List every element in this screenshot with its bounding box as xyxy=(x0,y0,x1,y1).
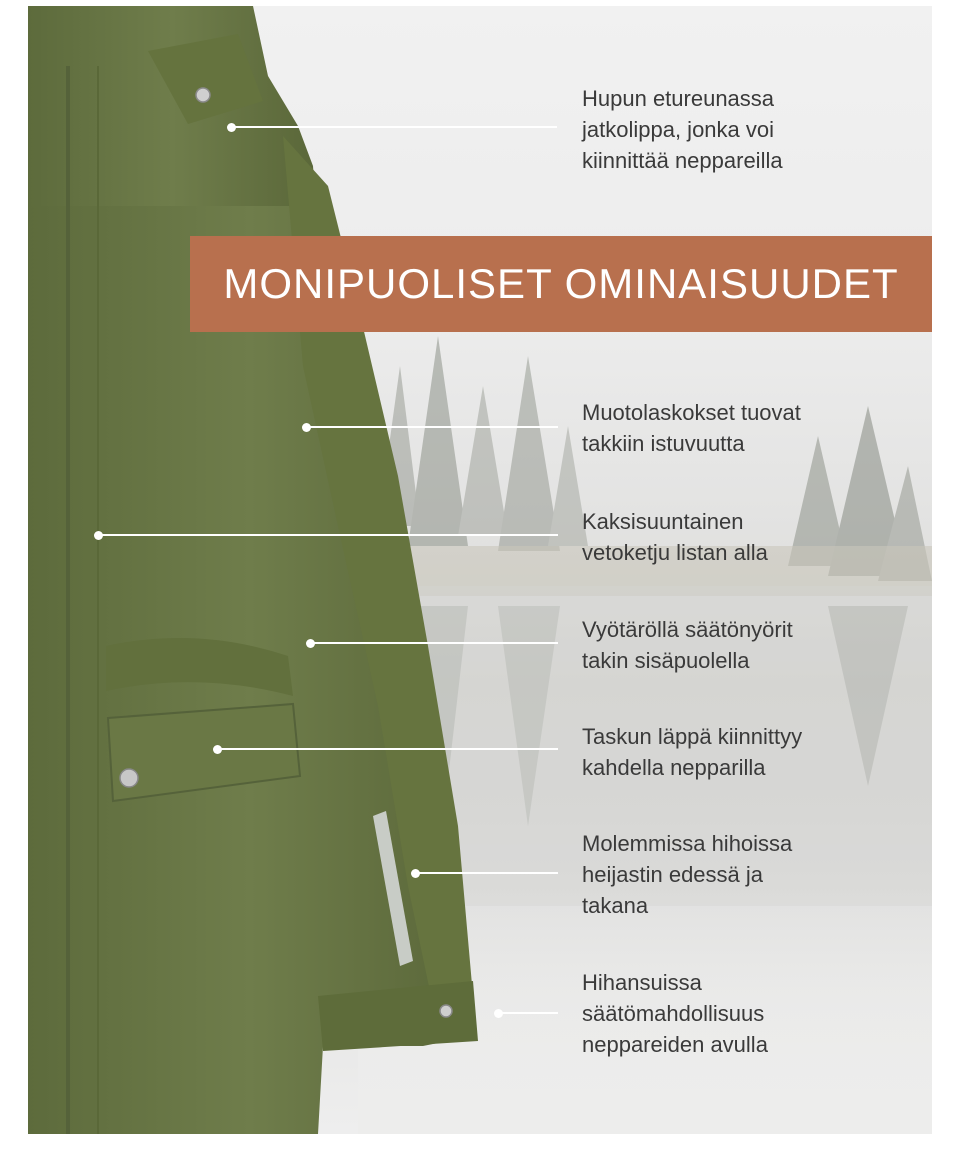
leader-dot-waist xyxy=(306,639,315,648)
leader-dot-reflector xyxy=(411,869,420,878)
hood-snap xyxy=(196,88,210,102)
banner-title: MONIPUOLISET OMINAISUUDET xyxy=(223,260,899,307)
features-banner xyxy=(190,236,932,332)
callout-pleats: Muotolaskokset tuovat takkiin istuvuutta xyxy=(582,400,801,456)
callout-pocket: Taskun läppä kiinnittyy kahdella nepparilla xyxy=(582,724,803,780)
leader-dot-cuff xyxy=(494,1009,503,1018)
callout-zipper: Kaksisuuntainen vetoketju listan alla xyxy=(582,509,768,565)
callout-hood: Hupun etureunassa jatkolippa, jonka voi kiinnittää neppareilla xyxy=(582,86,783,173)
leader-dot-pocket xyxy=(213,745,222,754)
callout-reflector: Molemmissa hihoissa heijastin edessä ja takana xyxy=(582,831,793,918)
leader-line-hood xyxy=(231,126,557,128)
leader-line-pleats xyxy=(306,426,558,428)
leader-line-waist xyxy=(310,642,558,644)
leader-dot-hood xyxy=(227,123,236,132)
pocket-snap xyxy=(120,769,138,787)
leader-line-reflector xyxy=(415,872,558,874)
leader-dot-zipper xyxy=(94,531,103,540)
leader-line-zipper xyxy=(98,534,558,536)
leader-dot-pleats xyxy=(302,423,311,432)
cuff-snap xyxy=(440,1005,452,1017)
leader-line-pocket xyxy=(217,748,558,750)
callout-cuff: Hihansuissa säätömahdollisuus neppareiden avulla xyxy=(582,970,768,1057)
callout-waist: Vyötäröllä säätönyörit takin sisäpuolella xyxy=(582,617,793,673)
leader-line-cuff xyxy=(498,1012,558,1014)
zipper-placket xyxy=(66,66,70,1134)
